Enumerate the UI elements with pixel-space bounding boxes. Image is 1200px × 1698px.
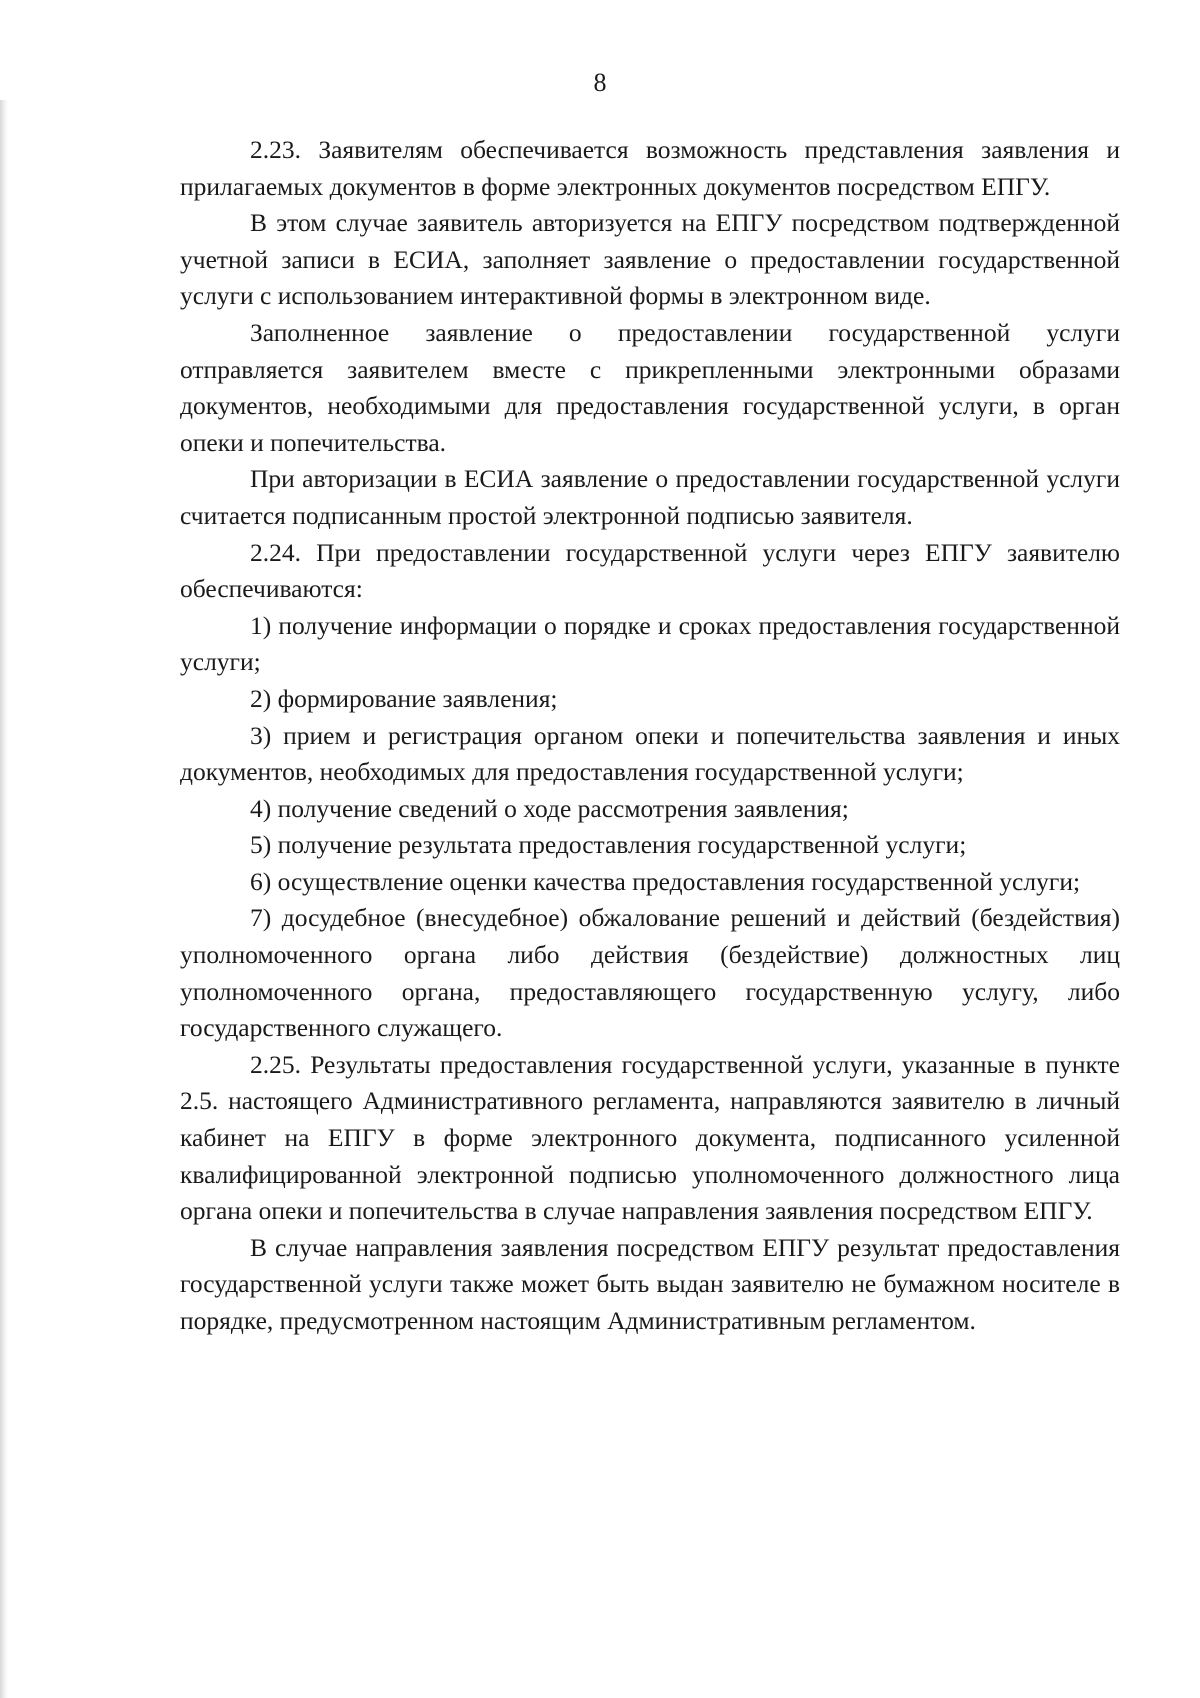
paragraph-2-23: 2.23. Заявителям обеспечивается возможность представления заявления и прилагаемых документов в форме электронных документов посредством ЕПГУ. — [180, 135, 1120, 201]
list-item-6: 6) осуществление оценки качества предоставления государственной услуги; — [250, 866, 1081, 896]
paragraph-submission: Заполненное заявление о предоставлении государственной услуги отправляется заявителем вместе с прикрепленными электронными образами документов, необходимыми для предоставления государственной услуги, в орган опеки и попечительства. — [180, 317, 1120, 457]
paragraph-epgu-authorization: В этом случае заявитель авторизуется на ЕПГУ посредством подтвержденной учетной записи в ЕСИА, заполняет заявление о предоставлении государственной услуги с использованием интерактивной формы в электронном виде. — [180, 208, 1120, 311]
paragraph-2-25: 2.25. Результаты предоставления государственной услуги, указанные в пункте 2.5. настоящего Административного регламента, направляются заявителю в личный кабинет на ЕПГУ в форме электронного документа, подписанного усиленной квалифицированной электронной подписью уполномоченного должностного лица органа опеки и попечительства в случае направления заявления посредством ЕПГУ. — [180, 1049, 1120, 1226]
list-item-5: 5) получение результата предоставления государственной услуги; — [250, 830, 967, 860]
paragraph-simple-signature: При авторизации в ЕСИА заявление о предоставлении государственной услуги считается подписанным простой электронной подписью заявителя. — [180, 464, 1120, 530]
document-body — [180, 132, 1120, 1340]
list-item-4: 4) получение сведений о ходе рассмотрения заявления; — [250, 793, 849, 823]
paragraph-2-24: 2.24. При предоставлении государственной услуги через ЕПГУ заявителю обеспечиваются: — [180, 537, 1120, 604]
scan-edge-shadow — [0, 100, 8, 1698]
page-number: 8 — [593, 68, 607, 97]
list-item-2: 2) формирование заявления; — [250, 683, 558, 713]
list-item-3: 3) прием и регистрация органом опеки и попечительства заявления и иных документов, необходимых для предоставления государственной услуги; — [180, 720, 1120, 787]
list-item-1: 1) получение информации о порядке и сроках предоставления государственной услуги; — [180, 610, 1120, 677]
paragraph-paper-result: В случае направления заявления посредством ЕПГУ результат предоставления государственной услуги также может быть выдан заявителю не бумажном носителе в порядке, предусмотренном настоящим Административным регламентом. — [180, 1232, 1120, 1335]
list-item-7: 7) досудебное (внесудебное) обжалование решений и действий (бездействия) уполномоченного органа либо действия (бездействие) должностных лиц уполномоченного органа, предоставляющего государственную услугу, либо государственного служащего. — [180, 903, 1120, 1043]
